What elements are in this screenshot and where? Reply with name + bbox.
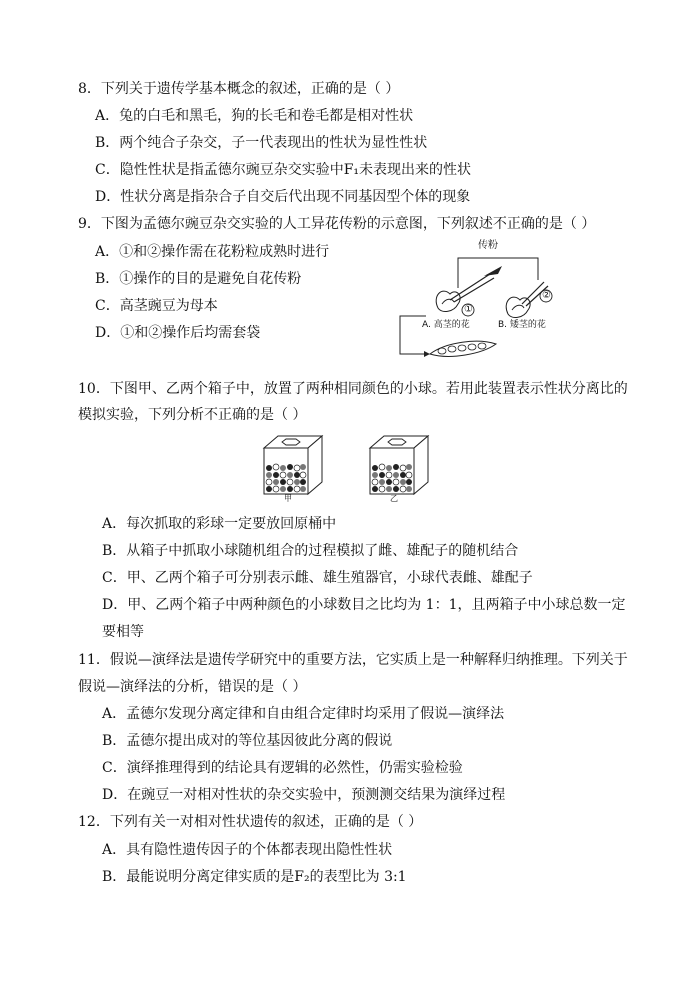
question-10-option-d: D．甲、乙两个箱子中两种颜色的小球数目之比均为 1：1，且两箱子中小球总数一定 <box>102 597 626 613</box>
question-11-option-b: B．孟德尔提出成对的等位基因彼此分离的假说 <box>102 733 393 749</box>
mark-1: ① <box>464 304 473 315</box>
label-pollination: 传粉 <box>478 240 498 251</box>
question-8-option-a: A．兔的白毛和黑毛，狗的长毛和卷毛都是相对性状 <box>95 108 414 124</box>
question-10-option-d-continued: 要相等 <box>102 624 144 640</box>
question-11-stem-line2: 假说—演绎法的分析，错误的是（ ） <box>78 679 307 695</box>
label-short-flower: B. 矮茎的花 <box>498 320 546 330</box>
box-label-yi: 乙 <box>390 494 398 503</box>
question-8-option-d: D．性状分离是指杂合子自交后代出现不同基因型个体的现象 <box>95 189 471 205</box>
question-11-option-c: C．演绎推理得到的结论具有逻辑的必然性，仍需实验检验 <box>102 760 463 776</box>
question-9-stem: 9．下图为孟德尔豌豆杂交实验的人工异花传粉的示意图，下列叙述不正确的是（ ） <box>78 216 596 232</box>
pea-pollination-figure <box>398 238 560 358</box>
question-8-option-c: C．隐性性状是指孟德尔豌豆杂交实验中F₁未表现出来的性状 <box>95 162 472 178</box>
question-8-option-b: B．两个纯合子杂交，子一代表现出的性状为显性性状 <box>95 135 428 151</box>
question-10-option-c: C．甲、乙两个箱子可分别表示雌、雄生殖器官，小球代表雌、雄配子 <box>102 570 533 586</box>
box-label-jia: 甲 <box>284 494 292 503</box>
question-11-stem-line1: 11．假说—演绎法是遗传学研究中的重要方法，它实质上是一种解释归纳推理。下列关于 <box>78 652 628 668</box>
question-9-option-a: A．①和②操作需在花粉粒成熟时进行 <box>95 244 330 260</box>
label-tall-flower: A. 高茎的花 <box>422 320 470 330</box>
question-10-stem-line2: 模拟实验，下列分析不正确的是（ ） <box>78 407 307 423</box>
ball-boxes-figure <box>258 432 438 508</box>
question-12-option-b: B．最能说明分离定律实质的是F₂的表型比为 3:1 <box>102 869 407 885</box>
question-8-stem: 8．下列关于遗传学基本概念的叙述，正确的是（ ） <box>78 81 400 97</box>
mark-2: ② <box>542 290 551 301</box>
question-10-option-b: B．从箱子中抓取小球随机组合的过程模拟了雌、雄配子的随机结合 <box>102 543 519 559</box>
question-9-option-c: C．高茎豌豆为母本 <box>95 298 218 314</box>
question-12-stem: 12．下列有关一对相对性状遗传的叙述，正确的是（ ） <box>78 814 423 830</box>
question-9-option-d: D．①和②操作后均需套袋 <box>95 325 261 341</box>
question-11-option-a: A．孟德尔发现分离定律和自由组合定律时均采用了假说—演绎法 <box>102 706 505 722</box>
question-9-option-b: B．①操作的目的是避免自花传粉 <box>95 271 302 287</box>
question-11-option-d: D．在豌豆一对相对性状的杂交实验中，预测测交结果为演绎过程 <box>102 787 506 803</box>
question-10-stem-line1: 10．下图甲、乙两个箱子中，放置了两种相同颜色的小球。若用此装置表示性状分离比的 <box>78 381 628 397</box>
question-10-option-a: A．每次抓取的彩球一定要放回原桶中 <box>102 516 337 532</box>
question-12-option-a: A．具有隐性遗传因子的个体都表现出隐性性状 <box>102 842 393 858</box>
